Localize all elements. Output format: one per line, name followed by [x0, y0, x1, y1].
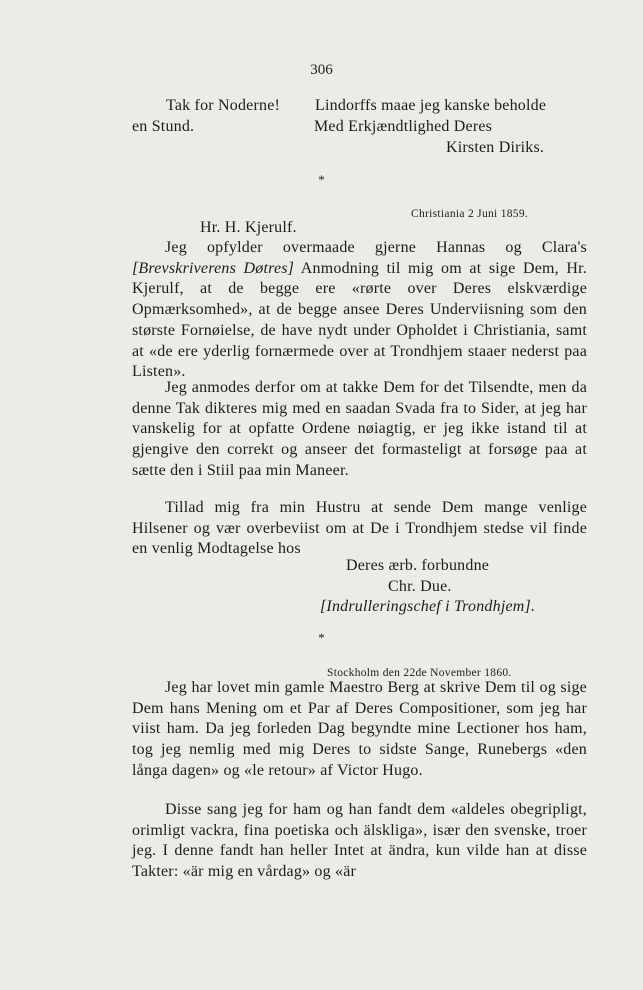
page-number: 306	[310, 62, 333, 78]
letter2-dateline: Christiania 2 Juni 1859.	[411, 208, 529, 220]
letter1-thanks: Tak for Noderne!	[166, 97, 281, 114]
letter2-p1-text-a: Jeg opfylder overmaade gjerne Hannas og Clara's	[165, 239, 587, 256]
letter1-lindorff-line: Lindorffs maae jeg kanske beholde	[315, 97, 547, 114]
separator-star-2: *	[318, 630, 325, 645]
letter2-signature: Chr. Due.	[388, 578, 452, 595]
letter2-paragraph-2: Jeg anmodes derfor om at takke Dem for det Tilsendte, men da denne Tak dikteres mig med en saadan Svada fra to Sider, at jeg har vanskelig for at opfatte Ordene nøiagtig, er jeg ikke istand til at gjengive den correkt og anseer det formasteligt at forsøge paa at sætte den i Stiil paa min Maneer.	[132, 379, 587, 479]
letter3-dateline: Stockholm den 22de November 1860.	[327, 667, 512, 679]
letter3-paragraph-2: Disse sang jeg for ham og han fandt dem «aldeles obegripligt, orimligt vackra, fina poetiska och älskliga», især den svenske, troer jeg. I denne fandt han heller Intet at ändra, kun vilde han at disse Takter: «är mig en vårdag» og «är	[132, 801, 587, 881]
letter3-paragraph-1: Jeg har lovet min gamle Maestro Berg at skrive Dem til og sige Dem hans Mening om et Par af Deres Compositioner, som jeg har viist ham. Da jeg forleden Dag begyndte mine Lectioner hos ham, tog jeg nemlig med mig Deres to sidste Sange, Runebergs «den långa dagen» og «le retour» af Victor Hugo.	[132, 679, 587, 779]
letter1-signature: Kirsten Diriks.	[446, 139, 545, 156]
letter1-closing: Med Erkjændtlighed Deres	[314, 118, 493, 135]
letter2-p1-italic: [Brevskriverens Døtres]	[132, 259, 295, 277]
separator-star-1: *	[318, 172, 325, 187]
letter2-note: [Indrulleringschef i Trondhjem].	[320, 598, 536, 615]
letter2-paragraph-3: Tillad mig fra min Hustru at sende Dem mange venlige Hilsener og vær overbeviist om at De i Trondhjem stedse vil finde en venlig Modtagelse hos	[132, 499, 587, 558]
letter1-stund: en Stund.	[132, 118, 195, 135]
letter2-salutation: Hr. H. Kjerulf.	[200, 219, 297, 236]
letter2-paragraph-1	[132, 238, 587, 383]
letter2-closing: Deres ærb. forbundne	[346, 557, 490, 574]
letter2-p1-text-b: Anmodning til mig om at sige Dem, Hr. Kjerulf, at de begge ere «rørte over Deres elskværdige Opmærksomhed», at de begge ansee Deres Underviisning som den største Fornøielse, de have nydt under Opholdet i Christiania, samt at «de ere yderlig fornærmede over at Trondhjem staaer nederst paa Listen».	[132, 259, 587, 381]
